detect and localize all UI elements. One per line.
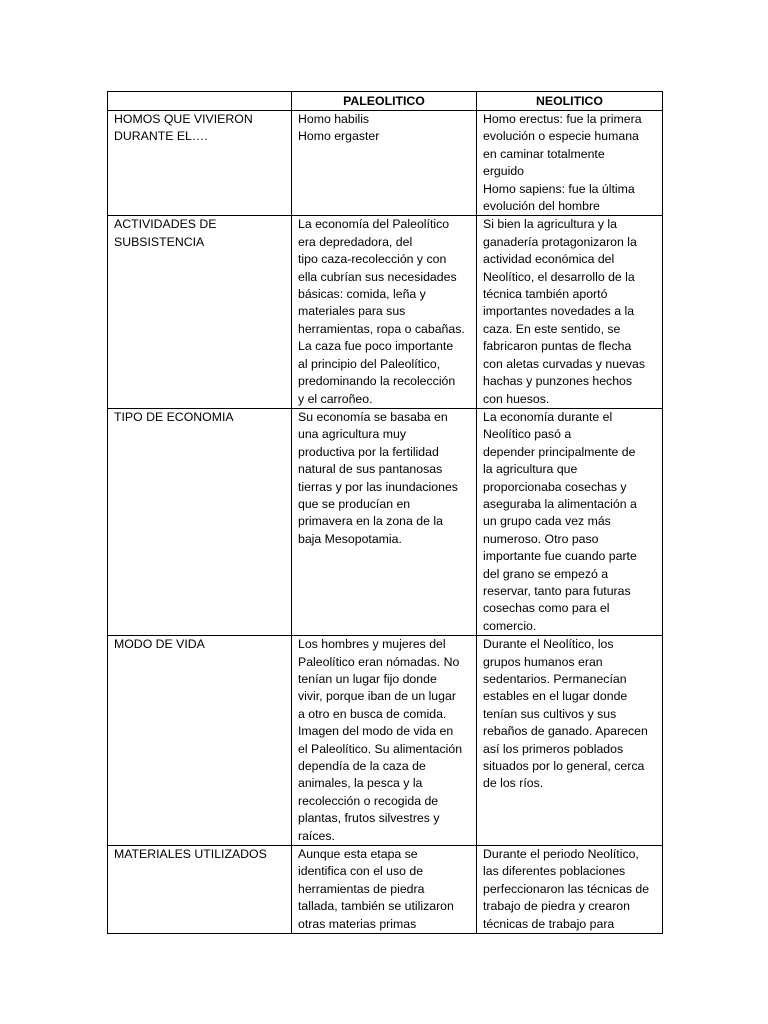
neolitico-text: Durante el periodo Neolítico, las diferentes poblaciones perfeccionaron las técnicas de trabajo de piedra y crearon técnicas de trabajo para <box>483 847 650 931</box>
header-empty-cell <box>108 92 292 111</box>
row-label-cell <box>108 846 292 934</box>
table-header-row <box>108 92 663 111</box>
paleolitico-cell <box>292 846 477 934</box>
row-label: ACTIVIDADES DE SUBSISTENCIA <box>114 217 217 249</box>
table-row <box>108 111 663 216</box>
row-label: HOMOS QUE VIVIERON DURANTE EL…. <box>114 112 253 144</box>
neolitico-cell <box>477 216 663 408</box>
neolitico-cell <box>477 408 663 635</box>
row-label: MODO DE VIDA <box>114 637 205 652</box>
paleolitico-cell <box>292 408 477 635</box>
row-label: MATERIALES UTILIZADOS <box>114 847 267 862</box>
paleolitico-text: La economía del Paleolítico era depredadora, del tipo caza-recolección y con ella cubrían sus necesidades básicas: comida, leña y materiales para sus herramientas, ropa o cabañas. La caza fue poco importante al principio del Paleolítico, predominando la recolección y el carroñeo. <box>298 217 465 406</box>
row-label-cell <box>108 111 292 216</box>
paleolitico-cell <box>292 111 477 216</box>
paleolitico-text: Su economía se basaba en una agricultura muy productiva por la fertilidad natural de sus pantanosas tierras y por las inundaciones que se producían en primavera en la zona de la baja Mesopotamia. <box>298 409 458 546</box>
neolitico-text: Homo erectus: fue la primera evolución o especie humana en caminar totalmente erguido Homo sapiens: fue la última evolución del hombre <box>483 112 642 214</box>
paleolitico-text: Homo habilis Homo ergaster <box>298 112 380 144</box>
neolitico-text: Si bien la agricultura y la ganadería protagonizaron la actividad económica del Neolítico, el desarrollo de la técnica también aportó importantes novedades a la caza. En este sentido, se fabricaron puntas de flecha con aletas curvadas y nuevas hachas y punzones hechos con huesos. <box>483 217 646 406</box>
table-row <box>108 216 663 408</box>
paleolitico-cell <box>292 636 477 846</box>
row-label-cell <box>108 636 292 846</box>
table-row <box>108 408 663 635</box>
table-row <box>108 636 663 846</box>
comparison-table <box>107 91 663 934</box>
table-row <box>108 846 663 934</box>
neolitico-cell <box>477 111 663 216</box>
neolitico-text: Durante el Neolítico, los grupos humanos eran sedentarios. Permanecían estables en el lugar donde tenían sus cultivos y sus rebaños de ganado. Aparecen así los primeros poblados situados por lo general, cerca de los ríos. <box>483 637 648 791</box>
neolitico-text: La economía durante el Neolítico pasó a depender principalmente de la agricultura que proporcionaba cosechas y aseguraba la alimentación a un grupo cada vez más numeroso. Otro paso importante fue cuando parte del grano se empezó a reservar, tanto para futuras cosechas como para el comercio. <box>483 409 637 633</box>
paleolitico-cell <box>292 216 477 408</box>
header-neolitico: NEOLITICO <box>477 92 663 111</box>
neolitico-cell <box>477 636 663 846</box>
neolitico-cell <box>477 846 663 934</box>
paleolitico-text: Aunque esta etapa se identifica con el uso de herramientas de piedra tallada, también se utilizaron otras materias primas <box>298 847 454 931</box>
paleolitico-text: Los hombres y mujeres del Paleolítico eran nómadas. No tenían un lugar fijo donde vivir, porque iban de un lugar a otro en busca de comida. Imagen del modo de vida en el Paleolítico. Su alimentación dependía de la caza de animales, la pesca y la recolección o recogida de plantas, frutos silvestres y raíces. <box>298 637 463 843</box>
row-label: TIPO DE ECONOMIA <box>114 409 234 424</box>
header-paleolitico: PALEOLITICO <box>292 92 477 111</box>
row-label-cell <box>108 216 292 408</box>
row-label-cell <box>108 408 292 635</box>
